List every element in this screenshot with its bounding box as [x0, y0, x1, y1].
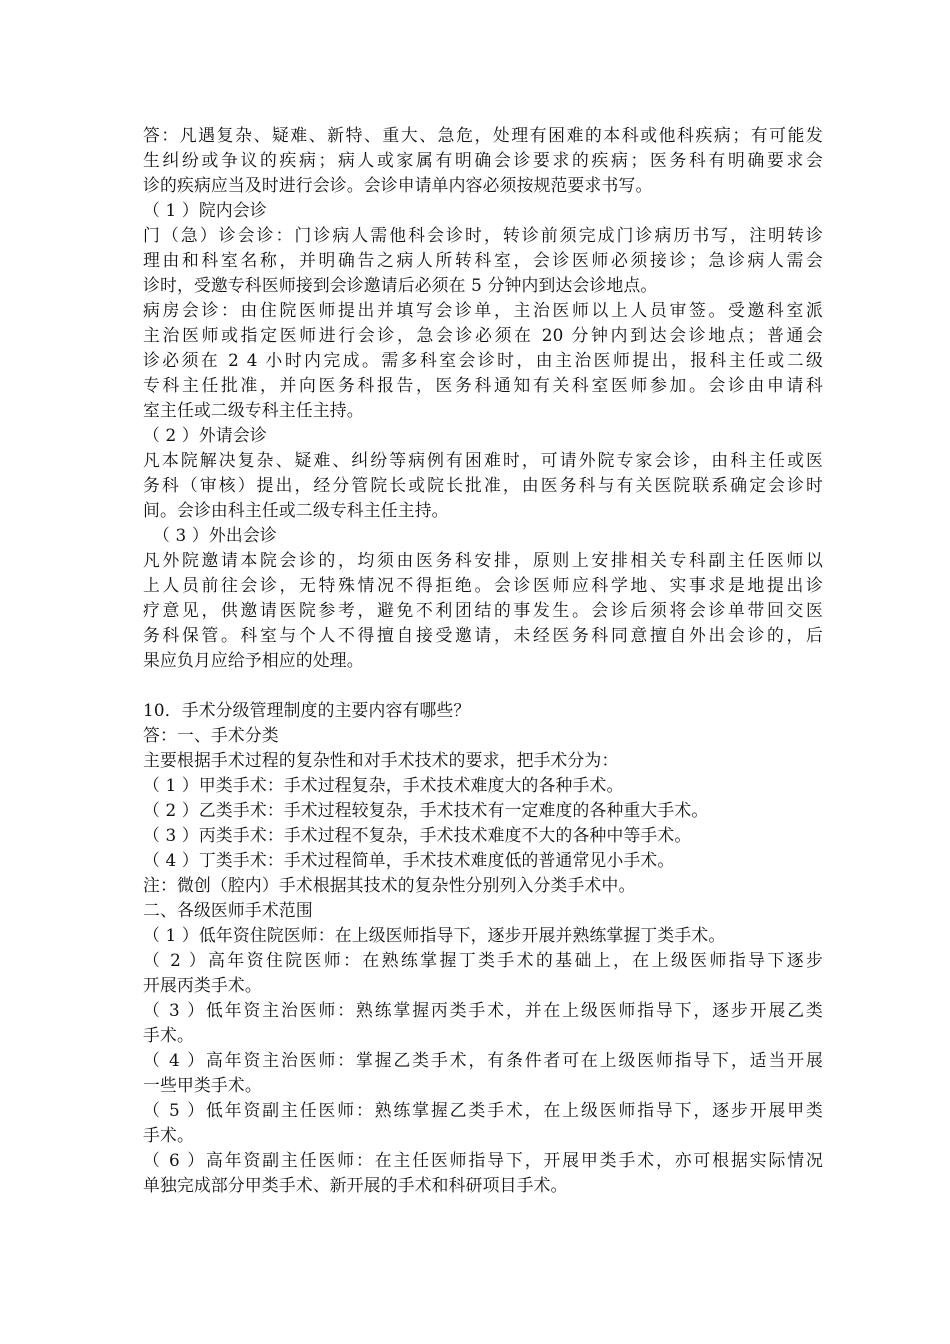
- text-line: 主治医师或指定医师进行会诊，急会诊必须在 20 分钟内到达会诊地点；普通会: [143, 325, 823, 345]
- section-heading: （ 1 ）院内会诊: [143, 200, 267, 220]
- section-heading: （ 3 ）外出会诊: [153, 525, 277, 545]
- text-line: 务科保管。科室与个人不得擅自接受邀请，未经医务科同意擅自外出会诊的，后: [143, 625, 823, 645]
- list-item: （ 3 ）丙类手术：手术过程不复杂，手术技术难度不大的各种中等手术。: [143, 825, 692, 845]
- text-line: 诊的疾病应当及时进行会诊。会诊申请单内容必须按规范要求书写。: [143, 175, 653, 195]
- text-line: 生纠纷或争议的疾病；病人或家属有明确会诊要求的疾病；医务科有明确要求会: [143, 150, 823, 170]
- list-item: （ 3 ）低年资主治医师：熟练掌握丙类手术，并在上级医师指导下，逐步开展乙类: [143, 1000, 823, 1020]
- list-item: （ 6 ）高年资副主任医师：在主任医师指导下，开展甲类手术，亦可根据实际情况: [143, 1150, 823, 1170]
- text-line: 单独完成部分甲类手术、新开展的手术和科研项目手术。: [143, 1175, 568, 1195]
- text-line: 疗意见，供邀请医院参考，避免不利团结的事发生。会诊后须将会诊单带回交医: [143, 600, 823, 620]
- list-item: （ 4 ）丁类手术：手术过程简单，手术技术难度低的普通常见小手术。: [143, 850, 675, 870]
- list-item: （ 5 ）低年资副主任医师：熟练掌握乙类手术，在上级医师指导下，逐步开展甲类: [143, 1100, 823, 1120]
- section-heading: （ 2 ）外请会诊: [143, 425, 267, 445]
- text-line: 凡本院解决复杂、疑难、纠纷等病例有困难时，可请外院专家会诊，由科主任或医: [143, 450, 823, 470]
- blank-line: [143, 673, 823, 698]
- text-line: 手术。: [143, 1125, 194, 1145]
- document-page: [143, 123, 823, 1198]
- text-line: 一些甲类手术。: [143, 1075, 262, 1095]
- text-line: 理由和科室名称，并明确告之病人所转科室，会诊医师必须接诊；急诊病人需会: [143, 250, 823, 270]
- note-line: 注：微创（腔内）手术根据其技术的复杂性分别列入分类手术中。: [143, 875, 636, 895]
- text-line: 主要根据手术过程的复杂性和对手术技术的要求，把手术分为：: [143, 750, 619, 770]
- list-item: （ 2 ）乙类手术：手术过程较复杂，手术技术有一定难度的各种重大手术。: [143, 800, 709, 820]
- text-line: 答：一、手术分类: [143, 725, 279, 745]
- list-item: （ 1 ）低年资住院医师：在上级医师指导下，逐步开展并熟练掌握丁类手术。: [143, 925, 726, 945]
- text-line: 诊时，受邀专科医师接到会诊邀请后必须在 5 分钟内到达会诊地点。: [143, 275, 658, 295]
- text-line: 答：凡遇复杂、疑难、新特、重大、急危，处理有困难的本科或他科疾病；有可能发: [143, 125, 823, 145]
- text-line: 室主任或二级专科主任主持。: [143, 400, 364, 420]
- text-line: 凡外院邀请本院会诊的，均须由医务科安排，原则上安排相关专科副主任医师以: [143, 550, 823, 570]
- text-line: 专科主任批准，并向医务科报告，医务科通知有关科室医师参加。会诊由申请科: [143, 375, 823, 395]
- text-line: 手术。: [143, 1025, 194, 1045]
- text-line: 诊必须在 2 4 小时内完成。需多科室会诊时，由主治医师提出，报科主任或二级: [143, 350, 823, 370]
- question-heading: 10．手术分级管理制度的主要内容有哪些？: [143, 700, 471, 720]
- list-item: （ 1 ）甲类手术：手术过程复杂，手术技术难度大的各种手术。: [143, 775, 624, 795]
- text-line: 开展丙类手术。: [143, 975, 262, 995]
- text-line: 果应负月应给予相应的处理。: [143, 650, 364, 670]
- section-heading: 二、各级医师手术范围: [143, 900, 313, 920]
- list-item: （ 2 ）高年资住院医师：在熟练掌握丁类手术的基础上，在上级医师指导下逐步: [143, 950, 823, 970]
- text-line: 上人员前往会诊，无特殊情况不得拒绝。会诊医师应科学地、实事求是地提出诊: [143, 575, 823, 595]
- text-line: 间。会诊由科主任或二级专科主任主持。: [143, 500, 449, 520]
- text-line: 病房会诊：由住院医师提出并填写会诊单，主治医师以上人员审签。受邀科室派: [143, 300, 823, 320]
- text-line: 门（急）诊会诊：门诊病人需他科会诊时，转诊前须完成门诊病历书写，注明转诊: [143, 225, 823, 245]
- list-item: （ 4 ）高年资主治医师：掌握乙类手术，有条件者可在上级医师指导下，适当开展: [143, 1050, 823, 1070]
- text-line: 务科（审核）提出，经分管院长或院长批准，由医务科与有关医院联系确定会诊时: [143, 475, 823, 495]
